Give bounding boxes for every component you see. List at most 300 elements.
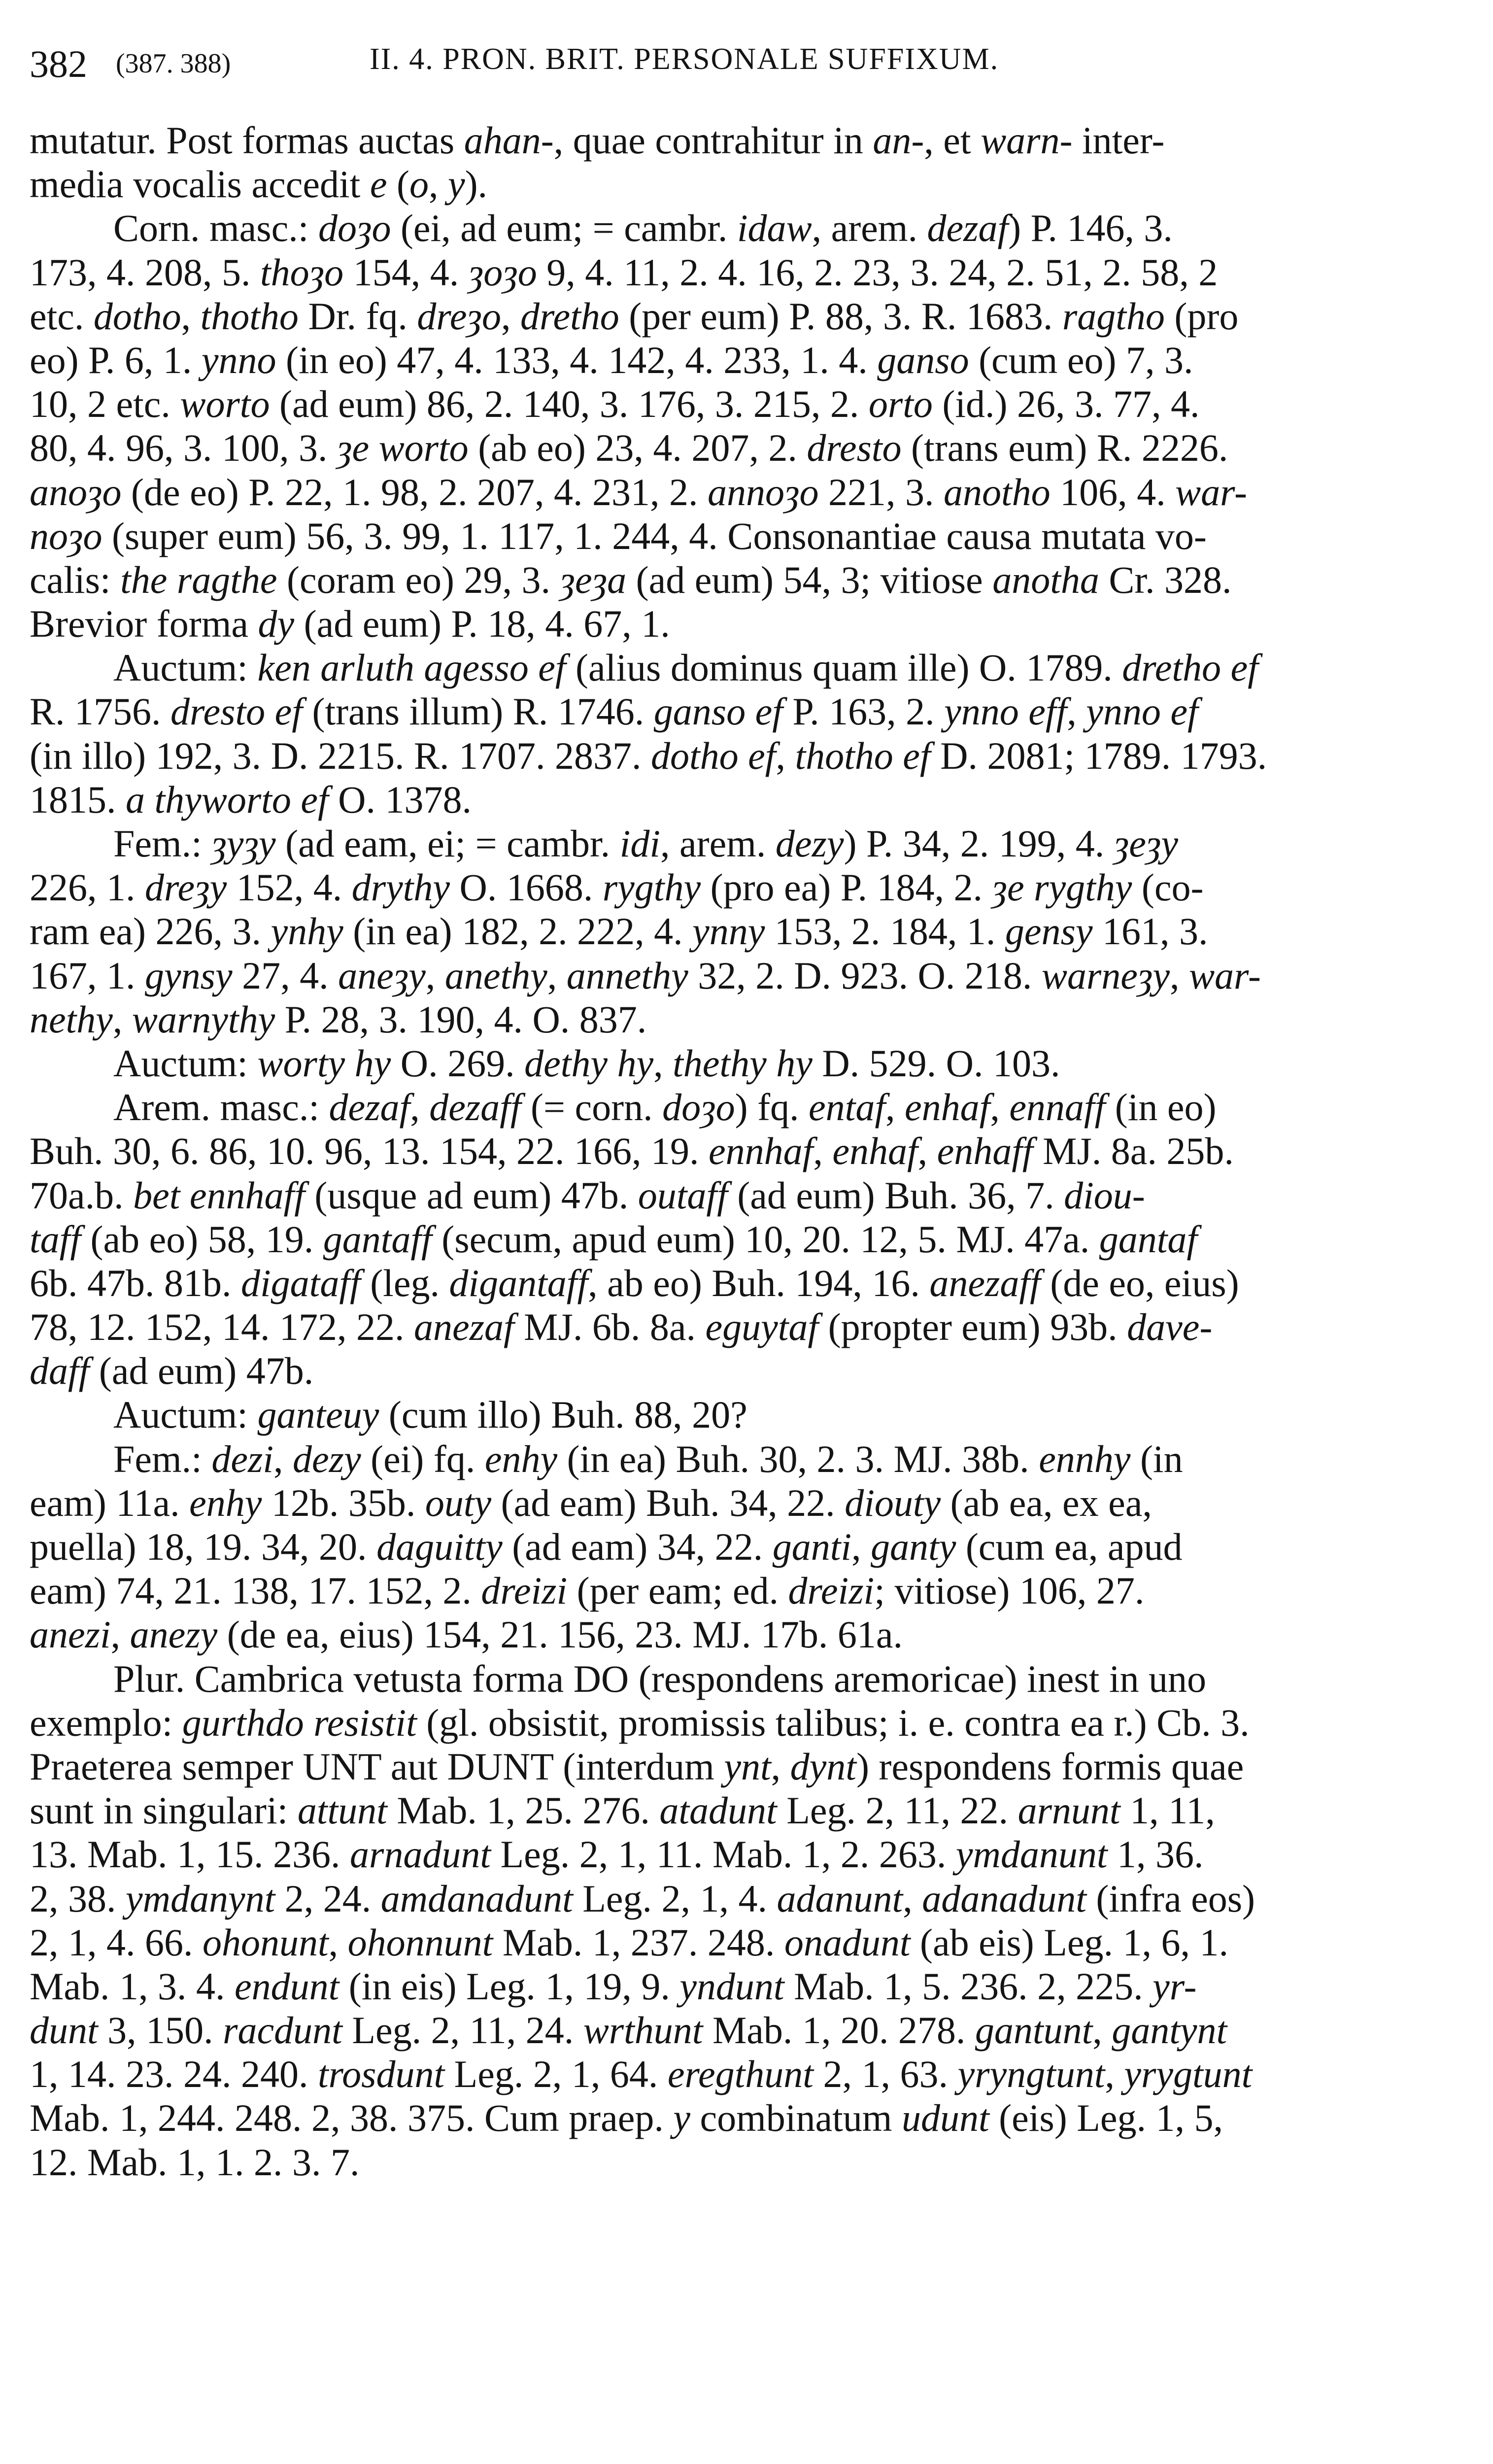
text-segment: , [1092,2009,1112,2052]
text-segment: , [776,734,795,777]
text-line [30,689,1459,733]
text-segment: 167, 1. [30,954,145,997]
italic-term: dave- [1127,1305,1213,1349]
italic-term: doȝo [662,1086,735,1129]
text-line [30,1657,1459,1701]
italic-term: war- [1189,954,1261,997]
italic-term: dy [258,602,295,646]
italic-term: ahan- [464,119,554,162]
text-segment: Auctum: [113,1393,258,1437]
text-segment: ) P. 146, 3. [1008,206,1173,250]
italic-term: thotho [200,294,299,338]
italic-term: gensy [1005,910,1093,953]
italic-term: enhy [484,1437,558,1480]
italic-term: ganty [871,1525,956,1568]
text-segment: mutatur. Post formas auctas [30,119,464,162]
italic-term: war- [1175,470,1247,513]
text-line [30,558,1459,602]
text-segment: Leg. 2, 1, 4. [573,1877,777,1920]
italic-term: ynt [724,1745,771,1788]
text-segment: Fem.: [113,1437,212,1480]
text-segment: (in illo) 192, 3. D. 2215. R. 1707. 2837. [30,734,651,777]
italic-term: atadunt [659,1789,777,1832]
text-segment: , [903,1877,922,1920]
text-segment: , [813,1129,833,1173]
text-segment: ). [465,163,488,206]
text-line [30,602,1459,646]
text-segment: 152, 4. [227,866,352,909]
text-segment: (usque ad eum) 47b. [305,1173,638,1217]
text-segment: Leg. 2, 1, 64. [444,2053,668,2096]
italic-term: dezi [211,1437,273,1480]
text-line [30,1393,1459,1437]
text-segment: , quae contrahitur in [553,119,873,162]
text-segment: Auctum: [113,1041,258,1085]
text-segment: (per eam; ed. [567,1569,788,1612]
italic-term: rygthy [602,866,701,909]
text-segment: 70a.b. [30,1173,134,1217]
text-line [30,1041,1459,1085]
text-segment: Mab. 1, 244. 248. 2, 38. 375. Cum praep. [30,2096,674,2140]
italic-term: dreȝy [145,866,227,909]
text-segment: 12. Mab. 1, 1. 2. 3. 7. [30,2140,360,2184]
italic-term: ȝe worto [337,426,469,470]
text-segment: Corn. masc.: [113,206,318,250]
text-segment: (eis) Leg. 1, 5, [989,2096,1223,2140]
italic-term: digantaff [449,1261,588,1304]
text-segment: Mab. 1, 237. 248. [493,1920,784,1964]
text-line [30,1701,1459,1745]
italic-term: dresto ef [170,690,303,733]
text-segment: 32, 2. D. 923. O. 218. [688,954,1042,997]
text-segment: , [112,997,132,1041]
italic-term: thoȝo [260,250,344,294]
italic-term: ymdanunt [955,1833,1108,1876]
italic-term: dotho ef [651,734,776,777]
text-segment: (gl. obsistit, promissis talibus; i. e. contra ea r.) Cb. 3. [416,1701,1250,1744]
italic-term: daff [30,1349,90,1393]
text-segment: O. 269. [391,1041,525,1085]
italic-term: anezaff [929,1261,1041,1304]
italic-term: dunt [30,2009,98,2052]
italic-term: annethy [566,954,688,997]
text-segment: , [990,1086,1010,1129]
text-segment: O. 1378. [328,778,472,821]
text-segment: D. 2081; 1789. 1793. [930,734,1267,777]
text-segment: 27, 4. [232,954,339,997]
italic-term: udunt [901,2096,989,2140]
italic-term: eguytaf [705,1305,819,1349]
text-segment: (trans eum) R. 2226. [901,426,1228,470]
text-line [30,2140,1459,2184]
text-segment: Fem.: [113,822,212,865]
text-segment: , [425,954,445,997]
italic-term: idi [619,822,660,865]
text-segment: , [110,1613,130,1656]
text-segment: O. 1668. [449,866,603,909]
text-segment: 221, 3. [818,470,944,513]
text-segment: (cum illo) Buh. 88, 20? [379,1393,747,1437]
text-line [30,909,1459,953]
italic-term: ganso [877,338,969,381]
italic-term: the ragthe [120,558,277,601]
text-segment: (co- [1132,866,1204,909]
text-segment: (ad eum) Buh. 36, 7. [727,1173,1064,1217]
italic-term: ennaff [1009,1086,1106,1129]
text-line [30,1437,1459,1481]
italic-term: ynno eff [944,690,1067,733]
text-line [30,1217,1459,1261]
text-line [30,1129,1459,1173]
text-segment: Mab. 1, 5. 236. 2, 225. [784,1964,1153,2008]
text-segment: 2, 1, 4. 66. [30,1920,203,1964]
text-segment: 80, 4. 96, 3. 100, 3. [30,426,337,470]
text-segment: , et [924,119,981,162]
italic-term: worto [180,382,270,426]
italic-term: ynny [692,910,765,953]
italic-term: yr- [1153,1964,1197,2008]
italic-term: gynsy [145,954,233,997]
italic-term: gurthdo resistit [182,1701,417,1744]
italic-term: amdanadunt [380,1877,573,1920]
italic-term: trosdunt [318,2053,445,2096]
text-segment: (ad eam) Buh. 34, 22. [491,1481,845,1524]
text-segment: (super eum) 56, 3. 99, 1. 117, 1. 244, 4. Consonantiae causa mutata vo- [102,514,1207,557]
italic-term: entaf [809,1086,886,1129]
italic-term: noȝo [30,514,102,557]
text-segment: (de ea, eius) 154, 21. 156, 23. MJ. 17b. 61a. [217,1613,903,1656]
text-line [30,1305,1459,1349]
page-number: 382 [30,42,87,85]
text-segment: R. 1756. [30,690,171,733]
italic-term: ynno ef [1086,690,1198,733]
italic-term: ynhy [271,910,343,953]
text-segment: ram ea) 226, 3. [30,910,271,953]
text-segment: , arem. [660,822,776,865]
text-line [30,1173,1459,1217]
italic-term: ken arluth agesso ef [257,646,566,689]
italic-term: anoȝo [30,470,122,513]
text-line [30,1612,1459,1656]
text-segment: (ei) fq. [361,1437,485,1480]
text-segment: (ad eam) 34, 22. [502,1525,773,1568]
italic-term: dreizi [788,1569,875,1612]
italic-term: dezaff [429,1086,521,1129]
text-segment: (= corn. [521,1086,663,1129]
italic-term: o [409,163,429,206]
text-segment: 1, 11, [1120,1789,1215,1832]
italic-term: bet ennhaff [133,1173,305,1217]
italic-term: ohonnunt [347,1920,493,1964]
italic-term: anethy [444,954,547,997]
text-segment: exemplo: [30,1701,182,1744]
italic-term: dresto [807,426,902,470]
text-segment: ) respondens formis quae [856,1745,1244,1788]
text-segment: Arem. masc.: [113,1086,329,1129]
text-segment: 12b. 35b. [262,1481,425,1524]
italic-term: adanadunt [922,1877,1086,1920]
page-header [30,42,1459,96]
italic-term: ennhaf [709,1129,814,1173]
text-segment: (propter eum) 93b. [818,1305,1127,1349]
text-segment: , [547,954,567,997]
text-segment: Buh. 30, 6. 86, 10. 96, 13. 154, 22. 166, 19. [30,1129,709,1173]
italic-term: anotho [943,470,1051,513]
text-segment: (ad eum) 86, 2. 140, 3. 176, 3. 215, 2. [270,382,869,426]
text-line [30,646,1459,689]
text-segment: , [885,1086,905,1129]
text-segment: , [273,1437,293,1480]
italic-term: dezaf [329,1086,410,1129]
text-line [30,1525,1459,1569]
text-segment: (de eo, eius) [1040,1261,1239,1304]
text-line [30,470,1459,514]
italic-term: thotho ef [795,734,931,777]
text-segment: (leg. [360,1261,449,1304]
text-line [30,2096,1459,2140]
text-segment: 173, 4. 208, 5. [30,250,260,294]
text-segment: 9, 4. 11, 2. 4. 16, 2. 23, 3. 24, 2. 51, 2. 58, 2 [537,250,1218,294]
italic-term: gantaf [1099,1217,1198,1261]
text-segment: 153, 2. 184, 1. [765,910,1005,953]
italic-term: enhaff [937,1129,1033,1173]
text-segment: , [428,163,448,206]
text-segment: 2, 24. [275,1877,381,1920]
italic-term: dotho [93,294,181,338]
italic-term: dretho ef [1122,646,1258,689]
text-segment: combinatum [690,2096,902,2140]
italic-term: warnythy [132,997,275,1041]
italic-term: outaff [638,1173,728,1217]
text-segment: (pro [1164,294,1239,338]
text-segment: D. 529. O. 103. [812,1041,1060,1085]
text-line [30,2052,1459,2096]
text-segment: (cum eo) 7, 3. [969,338,1193,381]
text-segment: ( [387,163,409,206]
text-segment: Mab. 1, 20. 278. [703,2009,975,2052]
italic-term: dezy [293,1437,361,1480]
text-segment: 226, 1. [30,866,145,909]
italic-term: ganteuy [257,1393,379,1437]
italic-term: yrygtunt [1124,2053,1253,2096]
text-segment: , [851,1525,871,1568]
italic-term: racdunt [223,2009,342,2052]
text-line [30,162,1459,206]
text-segment: , [1105,2053,1124,2096]
text-segment: , [1067,690,1086,733]
text-segment: P. 28, 3. 190, 4. O. 837. [275,997,647,1041]
text-line [30,865,1459,909]
text-line [30,1788,1459,1832]
text-segment: Cr. 328. [1099,558,1232,601]
italic-term: diouty [845,1481,941,1524]
italic-term: nethy [30,997,113,1041]
italic-term: dreizi [481,1569,568,1612]
text-segment: P. 163, 2. [782,690,945,733]
italic-term: eregthunt [667,2053,814,2096]
italic-term: daguitty [376,1525,503,1568]
text-line [30,778,1459,821]
text-segment: (trans illum) R. 1746. [302,690,654,733]
text-segment: , ab eo) Buh. 194, 16. [588,1261,930,1304]
text-line [30,734,1459,778]
text-segment: 1, 36. [1107,1833,1204,1876]
text-segment: (coram eo) 29, 3. [277,558,560,601]
text-segment: 106, 4. [1050,470,1176,513]
italic-term: idaw [737,206,812,250]
text-segment: Leg. 2, 11, 24. [342,2009,583,2052]
text-line [30,1085,1459,1129]
italic-term: ganso ef [653,690,783,733]
text-segment: , [917,1129,937,1173]
italic-term: onadunt [784,1920,911,1964]
text-segment: , [771,1745,790,1788]
text-segment: (in eo) [1105,1086,1217,1129]
text-segment: (ei, ad eum; = cambr. [391,206,737,250]
italic-term: ganti [772,1525,852,1568]
text-segment: puella) 18, 19. 34, 20. [30,1525,377,1568]
text-segment: 3, 150. [98,2009,223,2052]
italic-term: ȝeȝy [1114,822,1178,865]
text-line [30,1964,1459,2008]
text-segment: (secum, apud eum) 10, 20. 12, 5. MJ. 47a. [432,1217,1099,1261]
text-segment: Mab. 1, 25. 276. [387,1789,660,1832]
text-segment: (in eo) 47, 4. 133, 4. 142, 4. 233, 1. 4. [276,338,878,381]
italic-term: dezy [775,822,844,865]
text-segment: (pro ea) P. 184, 2. [701,866,992,909]
text-segment: inter- [1072,119,1165,162]
text-line [30,426,1459,470]
text-line [30,1745,1459,1788]
text-segment: , arem. [812,206,927,250]
text-segment: Praeterea semper UNT aut DUNT (interdum [30,1745,724,1788]
italic-term: digataff [241,1261,361,1304]
italic-term: arnadunt [349,1833,491,1876]
text-segment: Auctum: [113,646,258,689]
text-line [30,1349,1459,1393]
text-segment: , [1170,954,1189,997]
italic-term: dynt [790,1745,856,1788]
body-text [30,118,1459,2184]
text-segment: (in ea) 182, 2. 222, 4. [343,910,693,953]
text-segment: , [410,1086,430,1129]
text-segment: MJ. 8a. 25b. [1033,1129,1234,1173]
italic-term: y [447,163,465,206]
text-segment: (ad eam, ei; = cambr. [275,822,620,865]
text-line [30,206,1459,250]
text-segment: MJ. 6b. 8a. [514,1305,706,1349]
italic-term: ymdanynt [126,1877,275,1920]
text-segment: eo) P. 6, 1. [30,338,202,381]
text-line [30,1832,1459,1876]
text-segment: media vocalis accedit [30,163,370,206]
page-refs: (387. 388) [116,48,231,79]
italic-term: attunt [297,1789,387,1832]
italic-term: ȝeȝa [560,558,627,601]
italic-term: enhaf [832,1129,918,1173]
italic-term: ynno [201,338,276,381]
text-segment: (ad eum) P. 18, 4. 67, 1. [294,602,670,646]
italic-term: anezi [30,1613,111,1656]
italic-term: ȝoȝo [468,250,537,294]
text-segment: (cum ea, apud [956,1525,1183,1568]
italic-term: outy [425,1481,492,1524]
text-segment: ) fq. [735,1086,809,1129]
italic-term: wrthunt [583,2009,703,2052]
text-segment: (in [1130,1437,1183,1480]
text-segment: ; vitiose) 106, 27. [874,1569,1145,1612]
text-segment: , [501,294,521,338]
text-segment: Leg. 2, 11, 22. [777,1789,1018,1832]
text-line [30,382,1459,426]
italic-term: endunt [234,1964,339,2008]
italic-term: gantunt [975,2009,1093,2052]
italic-term: e [370,163,387,206]
text-segment: 2, 1, 63. [813,2053,958,2096]
text-line [30,1261,1459,1305]
text-segment: 154, 4. [343,250,469,294]
italic-term: arnunt [1018,1789,1120,1832]
text-line [30,1481,1459,1525]
italic-term: dreȝo [417,294,502,338]
italic-term: annoȝo [707,470,819,513]
italic-term: enhaf [905,1086,990,1129]
text-line [30,514,1459,558]
italic-term: doȝo [318,206,391,250]
text-segment: , [653,1041,673,1085]
italic-term: yndunt [679,1964,784,2008]
text-segment: (ab eis) Leg. 1, 6, 1. [910,1920,1228,1964]
italic-term: orto [868,382,933,426]
italic-term: adanunt [777,1877,903,1920]
text-segment: (id.) 26, 3. 77, 4. [932,382,1200,426]
text-segment: (alius dominus quam ille) O. 1789. [566,646,1122,689]
text-segment: eam) 74, 21. 138, 17. 152, 2. [30,1569,481,1612]
italic-term: an- [873,119,924,162]
text-segment: sunt in singulari: [30,1789,298,1832]
text-segment: (ad eum) 47b. [89,1349,314,1393]
text-segment: 6b. 47b. 81b. [30,1261,241,1304]
italic-term: taff [30,1217,81,1261]
text-segment: (per eum) P. 88, 3. R. 1683. [619,294,1062,338]
italic-term: ohonunt [203,1920,329,1964]
text-line [30,997,1459,1041]
italic-term: enhy [189,1481,262,1524]
text-segment: Mab. 1, 3. 4. [30,1964,235,2008]
text-segment: Dr. fq. [298,294,417,338]
text-line [30,821,1459,865]
italic-term: gantaff [323,1217,432,1261]
italic-term: anezy [130,1613,218,1656]
italic-term: y [673,2096,691,2140]
italic-term: dretho [520,294,619,338]
text-segment: (ad eum) 54, 3; vitiose [626,558,993,601]
text-segment: (de eo) P. 22, 1. 98, 2. 207, 4. 231, 2. [121,470,708,513]
text-segment: calis: [30,558,121,601]
italic-term: anezaf [414,1305,514,1349]
text-segment: (in ea) Buh. 30, 2. 3. MJ. 38b. [557,1437,1039,1480]
italic-term: worty hy [257,1041,391,1085]
text-segment: (ab eo) 58, 19. [81,1217,323,1261]
text-segment: Plur. Cambrica vetusta forma DO (respondens aremoricae) inest in uno [113,1657,1207,1700]
italic-term: ȝe rygthy [992,866,1132,909]
text-segment: 10, 2 etc. [30,382,180,426]
running-title: II. 4. PRON. BRIT. PERSONALE SUFFIXUM. [370,42,999,76]
italic-term: gantynt [1112,2009,1227,2052]
italic-term: a thyworto ef [126,778,329,821]
text-line [30,1920,1459,1964]
text-segment: Leg. 2, 1, 11. Mab. 1, 2. 263. [491,1833,956,1876]
